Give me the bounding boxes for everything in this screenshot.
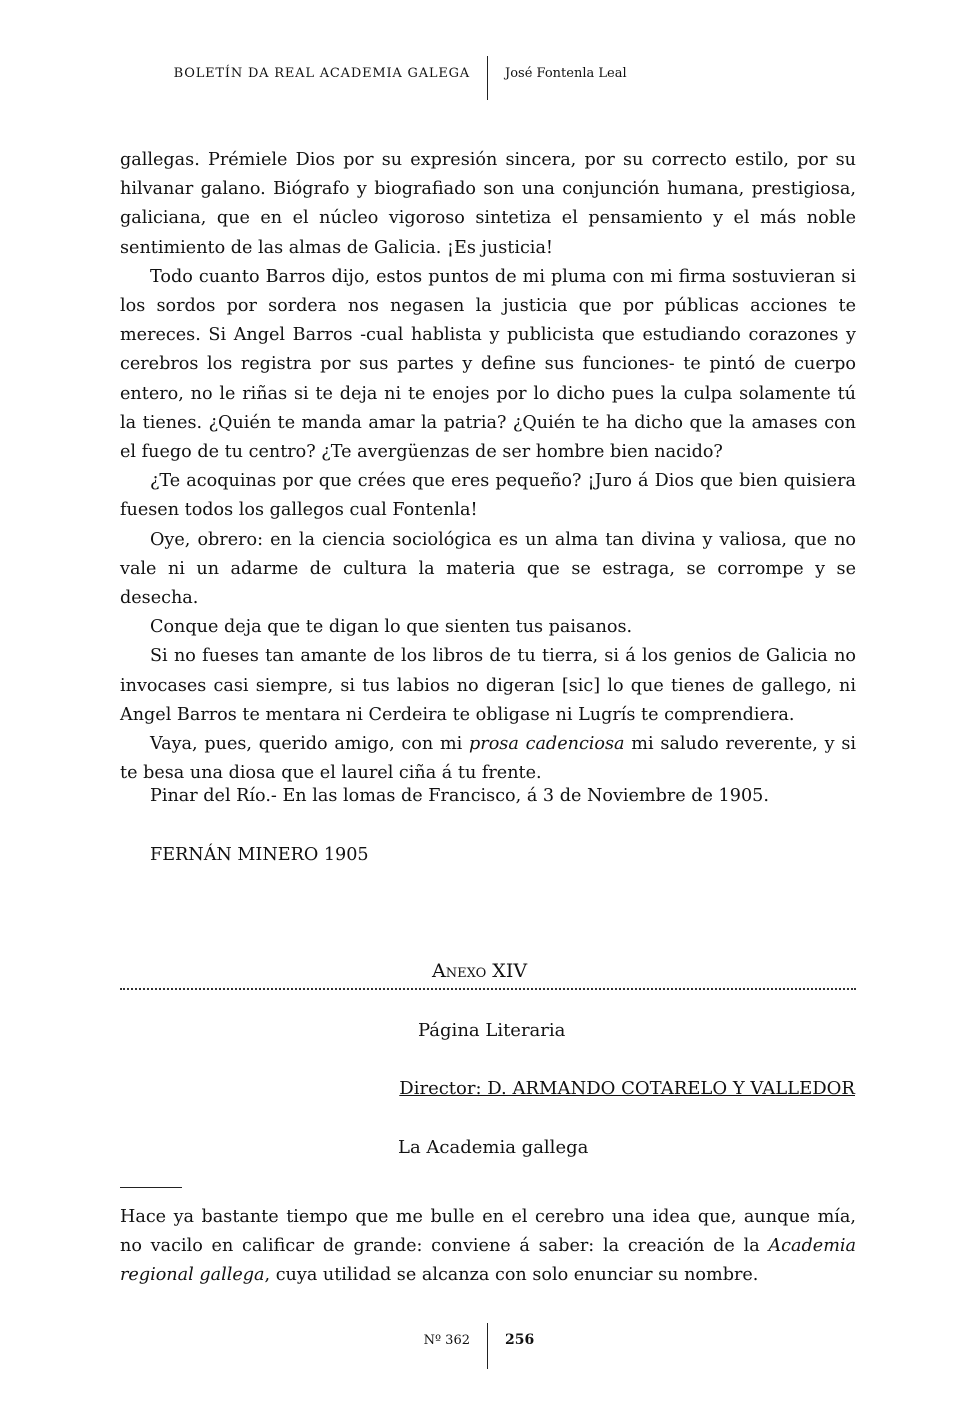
place-date: Pinar del Río.- En las lomas de Francisco, á 3 de Noviembre de 1905. xyxy=(150,786,769,806)
text-run: , cuya utilidad se alcanza con solo enunciar su nombre. xyxy=(264,1265,759,1285)
paragraph: ¿Te acoquinas por que crées que eres pequeño? ¡Juro á Dios que bien quisiera fuesen todos los gallegos cual Fontenla! xyxy=(120,471,856,521)
signature: FERNÁN MINERO 1905 xyxy=(150,845,369,865)
page-header xyxy=(0,56,975,100)
header-divider xyxy=(487,56,488,100)
footnote xyxy=(120,1203,856,1290)
page-number: 256 xyxy=(505,1332,535,1348)
italic-phrase: prosa cadenciosa xyxy=(469,734,625,755)
paragraph: Conque deja que te digan lo que sienten tus paisanos. xyxy=(150,617,633,638)
page-footer xyxy=(0,1323,975,1369)
italic-phrase: Academia regional gallega xyxy=(120,1236,856,1285)
section-title: Página Literaria xyxy=(418,1020,566,1041)
text-run: Hace ya bastante tiempo que me bulle en el cerebro una idea que, aunque mía, no vacilo en calificar de grande: conviene á saber: la creación de la xyxy=(120,1207,856,1256)
paragraph: gallegas. Prémiele Dios por su expresión sincera, por su correcto estilo, por su hilvanar galano. Biógrafo y biografiado son una conjunción humana, prestigiosa, galiciana, que en el núcleo vigoroso sintetiza el pensamiento y el más noble sentimiento de las almas de Galicia. ¡Es justicia! xyxy=(120,150,856,258)
dotted-separator xyxy=(120,988,856,990)
footnote-text xyxy=(120,1203,856,1290)
issue-number: Nº 362 xyxy=(423,1333,470,1348)
paragraph: Oye, obrero: en la ciencia sociológica es un alma tan divina y valiosa, que no vale ni un adarme de cultura la materia que se estraga, se corrompe y se desecha. xyxy=(120,529,856,609)
text-run: Vaya, pues, querido amigo, con mi xyxy=(150,734,470,755)
letter-body xyxy=(120,146,856,788)
footnote-rule xyxy=(120,1187,182,1188)
text-run: mi saludo reverente, y si te besa una diosa que el laurel ciña á tu frente. xyxy=(120,734,857,784)
footer-divider xyxy=(487,1323,488,1369)
paragraph: Todo cuanto Barros dijo, estos puntos de mi pluma con mi firma sostuvieran si los sordos por sordera nos negasen la justicia que por públicas acciones te mereces. Si Angel Barros -cual hablista y publicista que estudiando corazones y cerebros los registra por sus partes y define sus funciones- te pintó de cuerpo entero, no le riñas si te deja ni te enojes por lo dicho pues la culpa solamente tú la tienes. ¿Quién te manda amar la patria? ¿Quién te ha dicho que la amases con el fuego de tu centro? ¿Te avergüenzas de ser hombre bien nacido? xyxy=(120,266,856,463)
director-line: Director: D. ARMANDO COTARELO Y VALLEDOR xyxy=(399,1078,855,1099)
paragraph-final xyxy=(120,730,856,788)
paragraph: Si no fueses tan amante de los libros de tu tierra, si á los genios de Galicia no invocases casi siempre, si tus labios no digeran [sic] lo que tienes de gallego, ni Angel Barros te mentara ni Cerdeira te obligase ni Lugrís te comprendiera. xyxy=(120,646,856,725)
article-title: La Academia gallega xyxy=(398,1137,589,1158)
annex-title: Anexo XIV xyxy=(432,960,528,982)
journal-title: BOLETÍN DA REAL ACADEMIA GALEGA xyxy=(173,66,470,81)
running-author: José Fontenla Leal xyxy=(505,66,627,81)
